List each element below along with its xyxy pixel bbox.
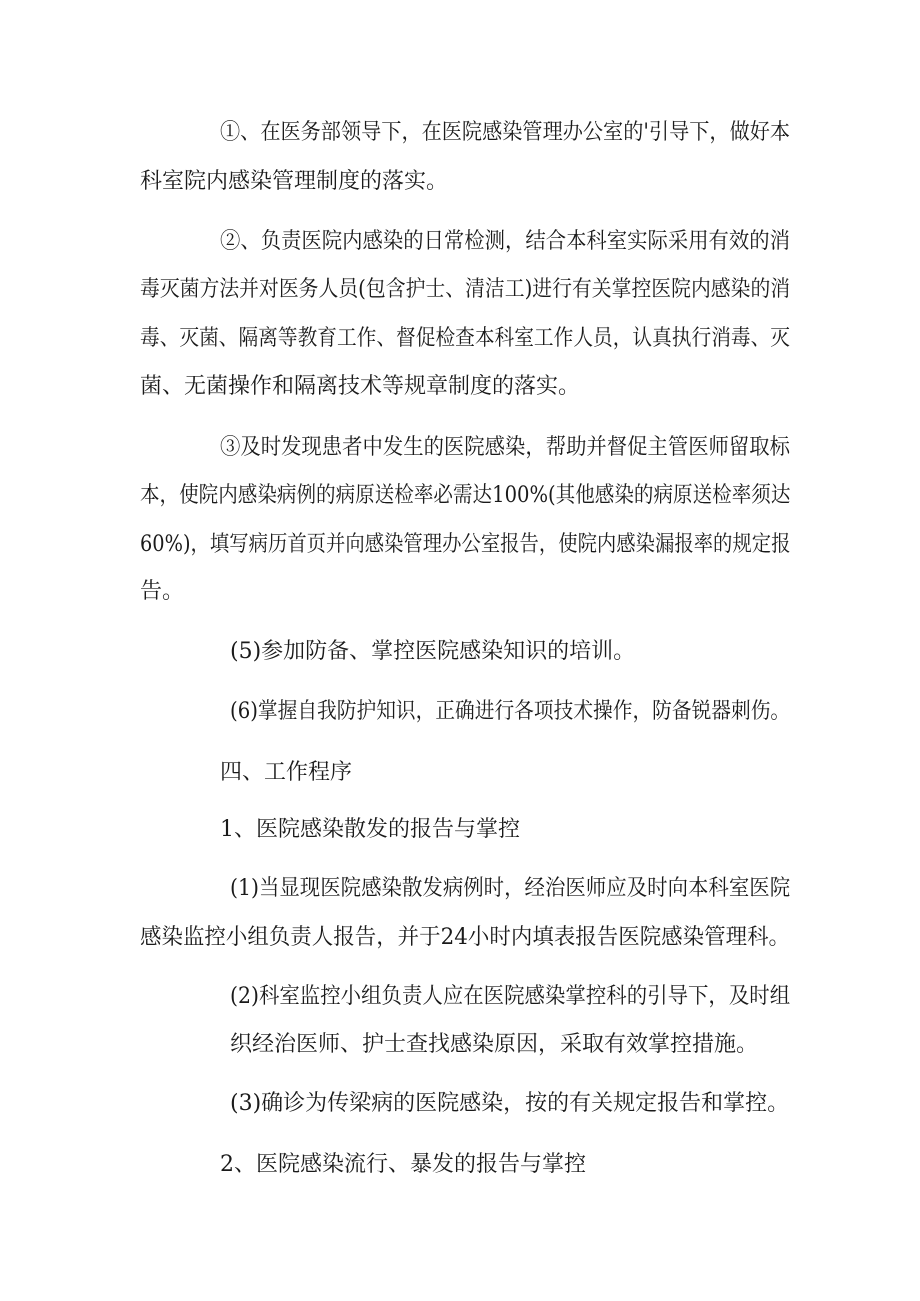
paragraph-3-line-3: 60%)，填写病历首页并向感染管理办公室报告，使院内感染漏报率的规定报: [140, 532, 791, 557]
paragraph-3-line-2: 本，使院内感染病例的病原送检率必需达100%(其他感染的病原送检率须达: [140, 483, 791, 508]
paragraph-1-line-1: ①、在医务部领导下，在医院感染管理办公室的'引导下，做好本: [220, 120, 791, 145]
paragraph-1-line-2: 科室院内感染管理制度的落实。: [140, 169, 449, 194]
sub-item-2-line-1: (2)科室监控小组负责人应在医院感染掌控科的引导下，及时组: [230, 984, 791, 1009]
item-2-heading: 2、医院感染流行、暴发的报告与掌控: [220, 1152, 586, 1177]
sub-item-2-line-2: 织经治医师、护士查找感染原因，采取有效掌控措施。: [230, 1032, 759, 1057]
paragraph-2-line-2: 毒灭菌方法并对医务人员(包含护士、清洁工)进行有关掌控医院内感染的消: [140, 277, 791, 302]
paragraph-2-line-3: 毒、灭菌、隔离等教育工作、督促检查本科室工作人员，认真执行消毒、灭: [140, 326, 791, 351]
sub-item-1-line-1: (1)当显现医院感染散发病例时，经治医师应及时向本科室医院: [230, 876, 791, 901]
sub-item-1-line-2: 感染监控小组负责人报告，并于24小时内填表报告医院感染管理科。: [140, 925, 791, 950]
section-4-heading: 四、工作程序: [220, 760, 353, 785]
item-6-text: (6)掌握自我防护知识，正确进行各项技术操作，防备锐器刺伤。: [230, 699, 791, 724]
paragraph-3-line-4: 告。: [140, 579, 185, 604]
sub-item-3-text: (3)确诊为传梁病的医院感染，按的有关规定报告和掌控。: [230, 1091, 790, 1116]
item-5-text: (5)参加防备、掌控医院感染知识的培训。: [230, 639, 636, 664]
paragraph-2-line-4: 菌、无菌操作和隔离技术等规章制度的落实。: [140, 374, 581, 399]
item-1-heading: 1、医院感染散发的报告与掌控: [220, 817, 520, 842]
paragraph-3-line-1: ③及时发现患者中发生的医院感染，帮助并督促主管医师留取标: [220, 435, 790, 460]
paragraph-2-line-1: ②、负责医院内感染的日常检测，结合本科室实际采用有效的消: [220, 229, 790, 254]
